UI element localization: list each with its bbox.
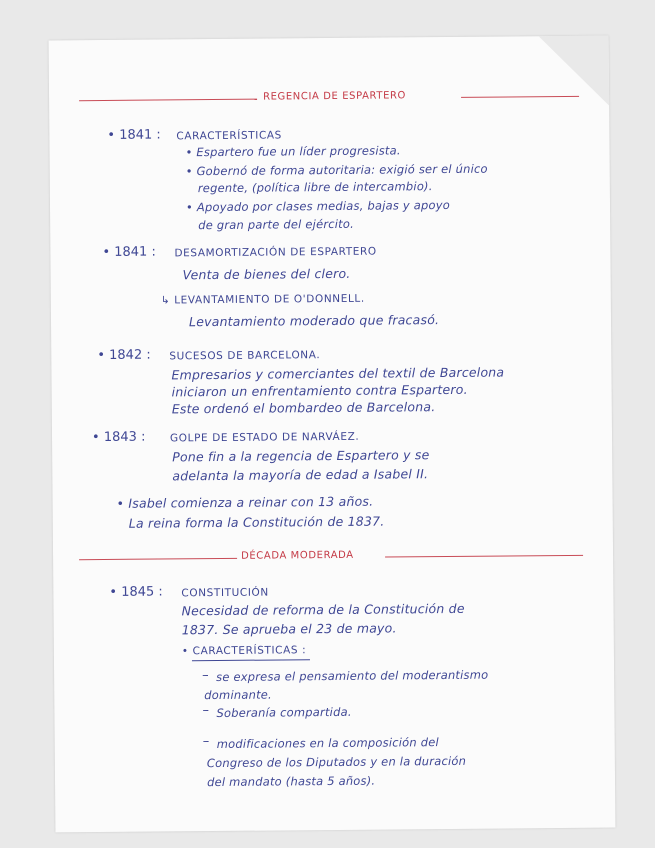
- entry-text: Necesidad de reforma de la Constitución de: [181, 600, 465, 619]
- entry-text: iniciaron un enfrentamiento contra Espartero.: [171, 381, 468, 400]
- entry-point: modificaciones en la composición del: [216, 735, 439, 752]
- entry-title: ↳ LEVANTAMIENTO DE O'DONNELL.: [160, 292, 365, 307]
- section-heading: REGENCIA DE ESPARTERO: [263, 90, 407, 103]
- entry-point: Congreso de los Diputados y en la duración: [206, 753, 467, 771]
- heading-rule-left: [79, 99, 257, 102]
- entry-title: DESAMORTIZACIÓN DE ESPARTERO: [174, 245, 377, 260]
- entry-text: Este ordenó el bombardeo de Barcelona.: [171, 399, 436, 417]
- heading-rule-left: [79, 558, 237, 560]
- section-heading: DÉCADA MODERADA: [241, 549, 354, 562]
- dash-marker: –: [202, 703, 209, 719]
- entry-title: SUCESOS DE BARCELONA.: [169, 349, 321, 363]
- entry-date: • 1845 :: [109, 584, 163, 600]
- entry-date: • 1842 :: [97, 347, 151, 364]
- entry-text: La reina forma la Constitución de 1837.: [128, 513, 385, 531]
- entry-point: • Espartero fue un líder progresista.: [185, 143, 401, 160]
- entry-text: Levantamiento moderado que fracasó.: [188, 312, 440, 330]
- notebook-page: [49, 36, 616, 833]
- entry-point: regente, (política libre de intercambio).: [197, 179, 433, 196]
- entry-text: adelanta la mayoría de edad a Isabel II.: [172, 466, 429, 484]
- entry-point: de gran parte del ejército.: [198, 216, 355, 233]
- entry-point: del mandato (hasta 5 años).: [206, 773, 376, 790]
- dash-marker: –: [202, 734, 210, 750]
- entry-subtitle: • CARACTERÍSTICAS :: [181, 644, 307, 658]
- entry-text: Empresarios y comerciantes del textil de Barcelona: [171, 364, 505, 383]
- entry-date: • 1841 :: [102, 244, 156, 260]
- entry-date: • 1841 :: [107, 127, 161, 143]
- entry-point: dominante.: [204, 687, 272, 703]
- dash-marker: –: [202, 668, 209, 684]
- entry-text: Venta de bienes del clero.: [182, 265, 351, 283]
- heading-rule-right: [385, 555, 583, 558]
- entry-title: CARACTERÍSTICAS: [176, 129, 282, 143]
- entry-text: • Isabel comienza a reinar con 13 años.: [116, 493, 374, 511]
- entry-title: GOLPE DE ESTADO DE NARVÁEZ.: [169, 430, 360, 445]
- entry-text: Pone fin a la regencia de Espartero y se: [172, 447, 430, 465]
- subtitle-underline: [192, 659, 310, 661]
- entry-date: • 1843 :: [91, 429, 146, 446]
- entry-title: CONSTITUCIÓN: [181, 586, 269, 600]
- entry-point: • Gobernó de forma autoritaria: exigió ser el único: [185, 161, 488, 179]
- entry-point: • Apoyado por clases medias, bajas y apoyo: [185, 197, 451, 215]
- entry-text: 1837. Se aprueba el 23 de mayo.: [181, 620, 397, 638]
- entry-point: se expresa el pensamiento del moderantismo: [216, 667, 489, 685]
- entry-point: Soberanía compartida.: [216, 704, 352, 721]
